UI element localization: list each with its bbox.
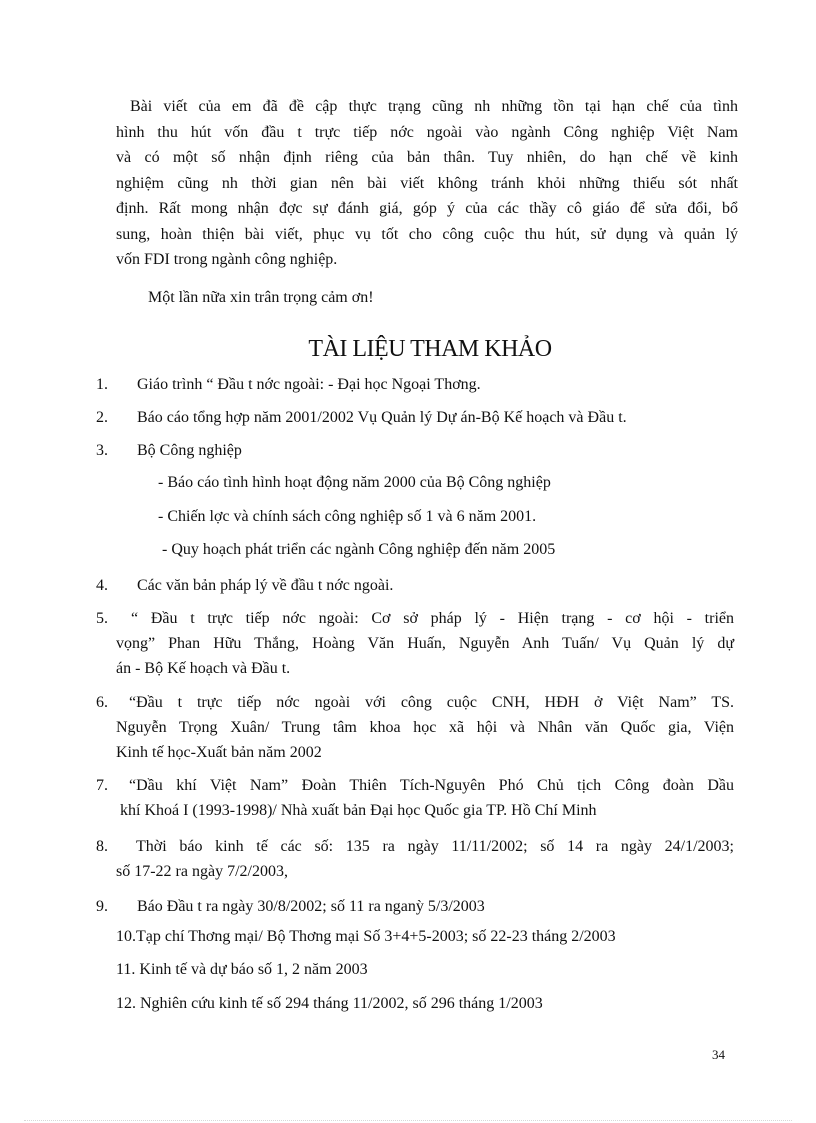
paragraph-line: và có một số nhận định riêng của bản thân. Tuy nhiên, do hạn chế về kinh — [116, 149, 738, 166]
reference-text: vọng” Phan Hữu Thắng, Hoàng Văn Huấn, Nguyễn Anh Tuấn/ Vụ Quản lý dự — [116, 635, 734, 652]
reference-text: “ Đầu t trực tiếp nớc ngoài: Cơ sở pháp lý - Hiện trạng - cơ hội - triển — [131, 610, 734, 627]
paragraph-line: hình thu hút vốn đầu t trực tiếp nớc ngoài vào ngành Công nghiệp Việt Nam — [116, 123, 738, 141]
reference-sub-item: - Báo cáo tình hình hoạt động năm 2000 của Bộ Công nghiệp — [158, 474, 551, 491]
reference-number: 4. — [96, 577, 108, 594]
reference-text: Thời báo kinh tế các số: 135 ra ngày 11/11/2002; số 14 ra ngày 24/1/2003; — [136, 838, 734, 855]
page-edge-divider — [24, 1120, 792, 1121]
reference-item — [96, 573, 738, 598]
reference-text: “Đầu t trực tiếp nớc ngoài với công cuộc CNH, HĐH ở Việt Nam” TS. — [129, 694, 734, 711]
reference-item: 12. Nghiên cứu kinh tế số 294 tháng 11/2002, số 296 tháng 1/2003 — [116, 995, 543, 1012]
page-number: 34 — [712, 1047, 725, 1062]
paragraph-line: Bài viết của em đã đề cập thực trạng cũng nh những tồn tại hạn chế của tình — [130, 98, 738, 115]
paragraph-line: vốn FDI trong ngành công nghiệp. — [116, 251, 338, 268]
reference-sub-item: - Chiến lợc và chính sách công nghiệp số 1 và 6 năm 2001. — [158, 508, 537, 525]
reference-number: 9. — [96, 898, 108, 915]
reference-text: “Dầu khí Việt Nam” Đoàn Thiên Tích-Nguyên Phó Chủ tịch Công đoàn Dầu — [129, 777, 734, 794]
reference-text: Giáo trình “ Đầu t nớc ngoài: - Đại học Ngoại Thơng. — [137, 376, 481, 393]
reference-text: Nguyễn Trọng Xuân/ Trung tâm khoa học xã hội và Nhân văn Quốc gia, Viện — [116, 719, 734, 736]
conclusion-paragraph — [116, 94, 738, 273]
reference-number: 1. — [96, 376, 108, 393]
reference-number: 8. — [96, 838, 108, 855]
reference-item — [96, 773, 734, 823]
reference-text: Bộ Công nghiệp — [137, 442, 242, 459]
reference-item — [96, 438, 738, 463]
reference-number: 7. — [96, 777, 108, 794]
reference-sub-item: - Quy hoạch phát triển các ngành Công nghiệp đến năm 2005 — [162, 541, 556, 558]
reference-text: Kinh tế học-Xuất bản năm 2002 — [116, 744, 322, 761]
reference-text: Báo Đầu t ra ngày 30/8/2002; số 11 ra nganỳ 5/3/2003 — [137, 898, 485, 915]
reference-item — [96, 372, 738, 397]
reference-item — [96, 894, 738, 919]
references-title: TÀI LIỆU THAM KHẢO — [308, 336, 552, 362]
reference-number: 6. — [96, 694, 108, 711]
reference-number: 2. — [96, 409, 108, 426]
reference-item: 11. Kinh tế và dự báo số 1, 2 năm 2003 — [116, 961, 368, 978]
reference-text: số 17-22 ra ngày 7/2/2003, — [116, 863, 288, 880]
reference-item — [96, 606, 734, 681]
reference-number: 5. — [96, 610, 108, 627]
thanks-line: Một lần nữa xin trân trọng cảm ơn! — [148, 289, 374, 306]
reference-item — [96, 405, 738, 430]
paragraph-line: nghiệm cũng nh thời gian nên bài viết không tránh khỏi những thiếu sót nhất — [116, 174, 738, 192]
reference-item — [96, 690, 734, 765]
reference-text: khí Khoá I (1993-1998)/ Nhà xuất bản Đại học Quốc gia TP. Hồ Chí Minh — [120, 802, 597, 819]
reference-item: 10.Tạp chí Thơng mại/ Bộ Thơng mại Số 3+4+5-2003; số 22-23 tháng 2/2003 — [116, 928, 616, 945]
paragraph-line: định. Rất mong nhận đợc sự đánh giá, góp ý của các thầy cô giáo để sửa đổi, bổ — [116, 200, 738, 217]
reference-text: Các văn bản pháp lý về đầu t nớc ngoài. — [137, 577, 394, 594]
reference-number: 3. — [96, 442, 108, 459]
reference-text: án - Bộ Kế hoạch và Đầu t. — [116, 660, 291, 677]
reference-text: Báo cáo tổng hợp năm 2001/2002 Vụ Quản lý Dự án-Bộ Kế hoạch và Đầu t. — [137, 409, 627, 426]
reference-item — [96, 834, 734, 884]
paragraph-line: sung, hoàn thiện bài viết, phục vụ tốt cho công cuộc thu hút, sử dụng và quản lý — [116, 225, 738, 243]
